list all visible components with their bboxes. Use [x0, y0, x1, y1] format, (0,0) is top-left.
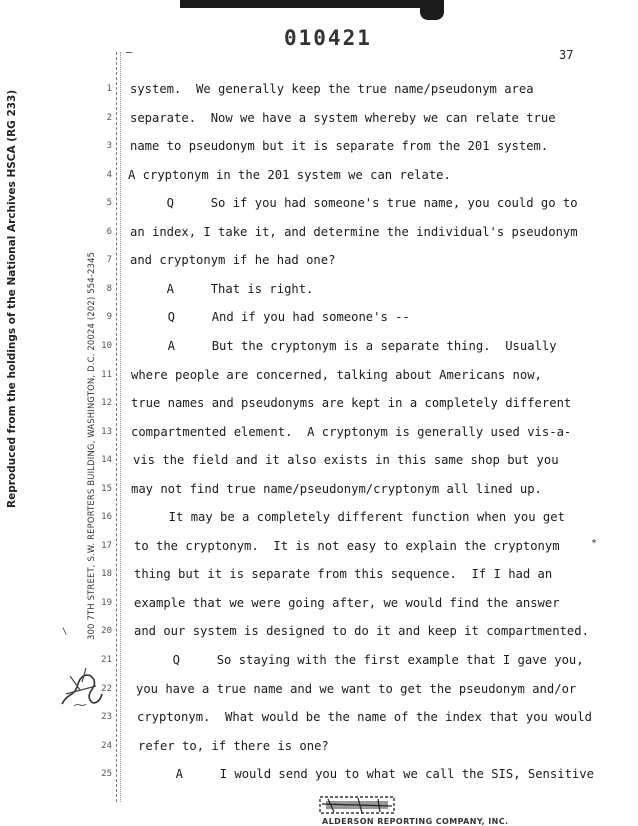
- transcript-line: cryptonym. What would be the name of the index that you would: [137, 710, 592, 725]
- line-number: 15: [101, 483, 112, 494]
- line-number: 25: [101, 769, 112, 780]
- line-number: 22: [101, 683, 112, 694]
- transcript-line: an index, I take it, and determine the individual's pseudonym: [130, 224, 578, 239]
- line-number: 20: [101, 626, 112, 637]
- line-number: 3: [106, 141, 112, 152]
- right-edge-mark: *: [591, 538, 598, 549]
- line-number: 2: [106, 112, 112, 123]
- line-number: 17: [101, 540, 112, 551]
- transcript-line: It may be a completely different function when you get: [132, 510, 565, 525]
- line-number: 14: [101, 455, 112, 466]
- transcript-line: Q So staying with the first example that I gave you,: [136, 653, 584, 667]
- transcript-line: separate. Now we have a system whereby we can relate true: [130, 110, 556, 125]
- top-scan-blot: [180, 0, 440, 8]
- transcript-line: and our system is designed to do it and keep it compartmented.: [134, 624, 589, 639]
- transcript-line: example that we were going after, we would find the answer: [134, 595, 560, 610]
- line-number: 10: [101, 340, 112, 351]
- page-number: 37: [559, 48, 574, 62]
- line-number: 23: [101, 712, 112, 723]
- transcript-line: where people are concerned, talking about Americans now,: [131, 367, 542, 382]
- transcript-line: to the cryptonym. It is not easy to explain the cryptonym: [134, 538, 560, 553]
- left-edge-mark: \: [62, 627, 68, 637]
- line-number: 1: [106, 84, 112, 94]
- transcript-line: system. We generally keep the true name/pseudonym area: [130, 82, 534, 96]
- transcript-line: A cryptonym in the 201 system we can relate.: [128, 167, 451, 182]
- line-number: 21: [101, 655, 112, 665]
- handwritten-sketch-icon: [56, 664, 106, 712]
- transcript-line: vis the field and it also exists in this same shop but you: [133, 453, 559, 468]
- transcript-line: you have a true name and we want to get the pseudonym and/or: [136, 681, 577, 696]
- line-number: 7: [106, 255, 112, 266]
- transcript-line: thing but it is separate from this sequence. If I had an: [134, 567, 553, 582]
- transcript-line: Q So if you had someone's true name, you could go to: [130, 196, 578, 211]
- reporting-company-footer: ALDERSON REPORTING COMPANY, INC.: [322, 817, 509, 826]
- line-number: 9: [106, 312, 112, 323]
- document-number: 010421: [284, 26, 372, 50]
- line-number: 4: [106, 169, 112, 180]
- line-number: 8: [106, 283, 112, 294]
- transcript-line: true names and pseudonyms are kept in a completely different: [131, 396, 572, 411]
- line-number: 12: [101, 398, 112, 409]
- transcript-line: name to pseudonym but it is separate from the 201 system.: [130, 139, 549, 154]
- margin-rule-inner: [120, 52, 121, 802]
- transcript-line: A That is right.: [130, 281, 314, 296]
- transcript-line: Q And if you had someone's --: [131, 310, 410, 325]
- transcript-line: and cryptonym if he had one?: [130, 253, 336, 268]
- line-number: 6: [106, 226, 112, 237]
- line-number: 24: [101, 740, 112, 751]
- archive-provenance-note: Reproduced from the holdings of the National Archives HSCA (RG 233): [6, 89, 18, 508]
- line-number: 5: [106, 198, 112, 209]
- line-number: 18: [101, 569, 112, 580]
- line-number: 13: [101, 426, 112, 437]
- margin-tick: [126, 52, 132, 53]
- transcript-line: A I would send you to what we call the SIS, Sensitive: [139, 767, 594, 782]
- transcript-line: A But the cryptonym is a separate thing. Usually: [131, 338, 557, 353]
- line-number: 16: [101, 512, 112, 523]
- transcript-line: may not find true name/pseudonym/cryptonym all lined up.: [131, 481, 542, 496]
- smudged-stamp: [318, 794, 396, 816]
- line-number: 11: [101, 369, 112, 380]
- line-number: 19: [101, 597, 112, 608]
- top-scan-blot-corner: [420, 0, 444, 20]
- reporter-address: 300 7TH STREET, S.W. REPORTERS BUILDING, WASHINGTON, D.C. 20024 (202) 554-2345: [86, 251, 96, 640]
- transcript-line: refer to, if there is one?: [138, 738, 329, 753]
- transcript-line: compartmented element. A cryptonym is generally used vis-a-: [131, 424, 572, 439]
- margin-rule: [116, 52, 117, 802]
